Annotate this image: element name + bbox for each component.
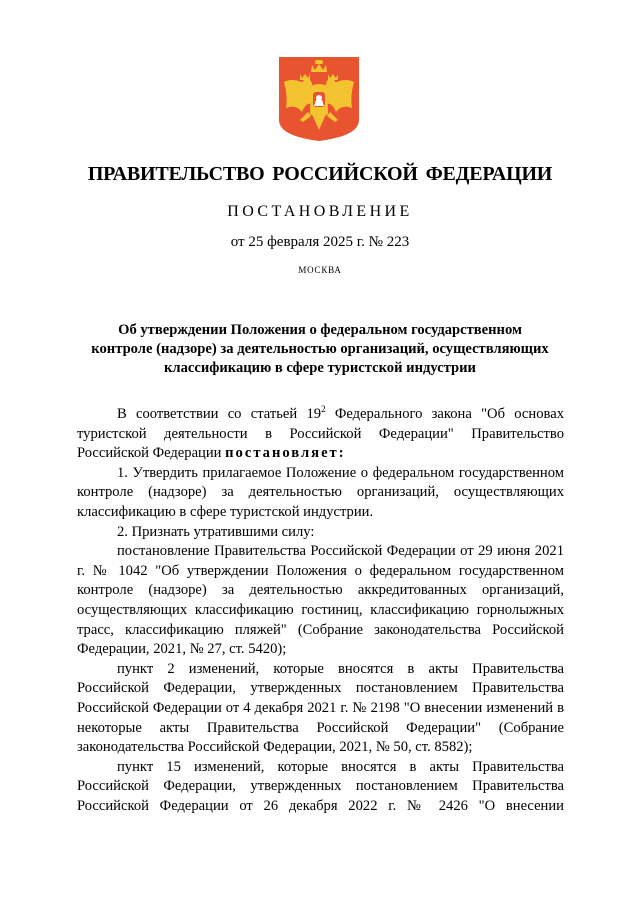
paragraph-repealed-act-1: постановление Правительства Российской Федерации от 29 июня 2021 г. № 1042 "Об утверждении Положения о федеральном государственном контроле (надзоре) за деятельностью аккредитованных организаций, осуществляющих классификацию гостиниц, классификацию горнолыжных трасс, классификацию пляжей" (Собрание законодательства Российской Федерации, 2021, № 27, ст. 5420); — [77, 543, 564, 658]
paragraph-repealed-act-2: пункт 2 изменений, которые вносятся в акты Правительства Российской Федерации, утвержденных постановлением Правительства Российской Федерации от 4 декабря 2021 г. № 2198 "О внесении изменений в некоторые акты Правительства Российской Федерации" (Собрание законодательства Российской Федерации, 2021, № 50, ст. 8582); — [77, 660, 564, 756]
government-title: ПРАВИТЕЛЬСТВО РОССИЙСКОЙ ФЕДЕРАЦИИ — [87, 163, 553, 185]
paragraph-repealed-act-3: пункт 15 изменений, которые вносятся в акты Правительства Российской Федерации, утвержденных постановлением Правительства Российской Федерации от 26 декабря 2022 г. № 2426 "О внесении — [77, 758, 564, 814]
paragraph-item-2: 2. Признать утратившими силу: — [117, 523, 315, 540]
document-city: МОСКВА — [298, 265, 342, 275]
subject-line: Об утверждении Положения о федеральном государственном — [118, 322, 522, 338]
preamble-paragraph — [77, 405, 564, 464]
document-type: ПОСТАНОВЛЕНИЕ — [227, 203, 413, 220]
article-superscript: 2 — [321, 404, 326, 415]
russian-coat-of-arms-icon — [278, 56, 360, 142]
document-date-number: от 25 февраля 2025 г. № 223 — [230, 234, 410, 250]
document-subject — [70, 321, 570, 378]
subject-line: классификацию в сфере туристской индустрии — [164, 360, 476, 376]
paragraph-item-1: 1. Утвердить прилагаемое Положение о федеральном государственном контроле (надзоре) за деятельностью организаций, осуществляющих классификацию в сфере туристской индустрии. — [77, 464, 564, 520]
decree-word: постановляет: — [225, 445, 346, 462]
subject-line: контроле (надзоре) за деятельностью организаций, осуществляющих — [91, 341, 549, 357]
document-body — [77, 405, 564, 816]
preamble-text: В соответствии со статьей 19 — [117, 406, 322, 422]
preamble-text-continued: Федерального закона "Об основах туристской деятельности в Российской Федерации" Правительство Российской Федерации — [77, 406, 564, 462]
